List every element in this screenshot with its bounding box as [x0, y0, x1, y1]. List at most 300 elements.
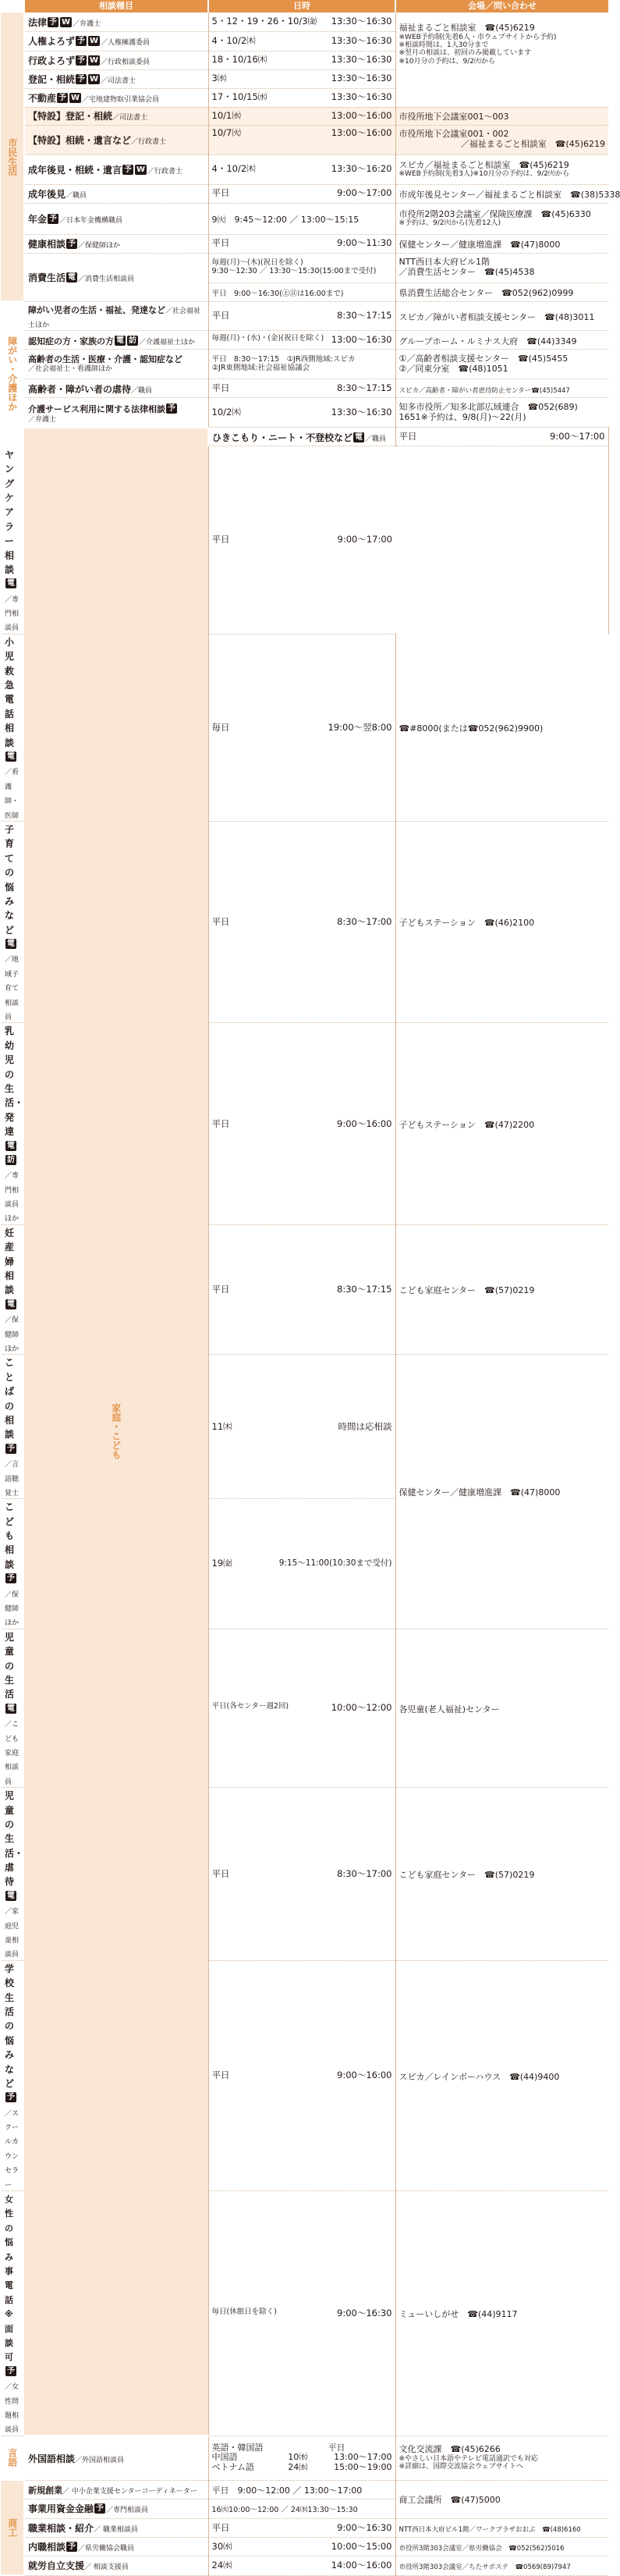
date-cell	[208, 398, 395, 428]
topic-consultant: ／社会福祉士・看護師ほか	[28, 365, 205, 373]
reservation-badge: 予	[66, 2542, 77, 2552]
date-value: 平日	[212, 1869, 233, 1879]
language-label: 中国語	[212, 2453, 262, 2463]
place-cell	[395, 184, 608, 203]
date-cell	[208, 1629, 395, 1787]
table-row	[1, 203, 608, 234]
date-value: 4・10/2㈭	[212, 164, 259, 174]
table-row	[1, 2518, 608, 2537]
topic-name: 事業用資金金融	[28, 2503, 94, 2514]
topic-name: 【特設】相続・遺言など	[28, 135, 131, 146]
reservation-badge: 予	[122, 165, 133, 175]
date-cell	[208, 125, 395, 155]
date-cell	[208, 203, 395, 234]
place-value: スピカ／レインボーハウス ☎(44)9400	[399, 2072, 560, 2082]
date-value: 平日 8:30〜17:15 ①JR西側地域:スピカ	[212, 356, 392, 364]
place-cell	[395, 634, 608, 821]
category-shoko: 商工	[1, 2480, 24, 2575]
topic-consultant: ／女性問題相談員	[5, 2383, 19, 2434]
date-cell	[208, 1960, 395, 2190]
topic-consultant: ／専門相談員	[5, 596, 19, 633]
date-cell	[208, 155, 395, 184]
topic-cell	[24, 31, 208, 51]
topic-cell	[208, 428, 395, 446]
date-cell	[208, 2499, 395, 2518]
topic-name: 消費生活	[28, 272, 66, 283]
topic-consultant: ／言語聴覚士	[5, 1461, 19, 1498]
topic-cell	[1, 1224, 24, 1355]
topic-consultant: ／職員	[365, 435, 386, 443]
table-row	[1, 2436, 608, 2480]
place-cell	[395, 2480, 608, 2518]
date-cell	[208, 1224, 395, 1355]
date-value: 平日	[212, 311, 233, 321]
table-row	[1, 301, 608, 331]
topic-consultant: ／スクールカウンセラー	[5, 2110, 19, 2190]
place-cell	[395, 1224, 608, 1355]
time-value: 10:00〜15:00	[331, 2542, 392, 2552]
topic-cell	[1, 1023, 24, 1224]
topic-name: 就労自立支援	[28, 2560, 84, 2571]
topic-consultant: ／社会福祉士ほか	[28, 307, 200, 329]
phone-badge: 電	[5, 939, 16, 949]
date-value: 平日	[212, 1284, 233, 1295]
topic-name: 外国語相談	[28, 2453, 75, 2464]
place-value: 市役所2階203会議室／保険医療課 ☎(45)6330	[399, 210, 606, 220]
visit-badge: 訪	[127, 336, 138, 346]
note-line: ※翌月の相談は、初回のみ掲載しています	[399, 49, 606, 57]
date-value: 平日	[212, 238, 233, 248]
reservation-badge: 予	[57, 93, 68, 103]
date-value: 毎週(月)・(水)・(金)(祝日を除く)	[212, 335, 328, 345]
place-cell	[395, 398, 608, 428]
topic-cell	[24, 234, 208, 253]
web-badge: W	[88, 74, 100, 84]
place-cell	[395, 125, 608, 155]
phone-badge: 電	[5, 1141, 16, 1151]
place-cell	[395, 2191, 608, 2436]
topic-name: 児童の生活・虐待	[5, 1790, 23, 1887]
date-cell	[208, 2480, 395, 2499]
place-cell	[395, 1960, 608, 2190]
table-row	[1, 331, 608, 350]
place-value: こども家庭センター ☎(57)0219	[399, 1285, 535, 1295]
topic-consultant: ／職員	[66, 192, 87, 200]
place-value: スピカ／福祉まるごと相談室 ☎(45)6219	[399, 161, 606, 171]
topic-name: ひきこもり・ニート・不登校など	[212, 432, 353, 443]
reservation-badge: 予	[5, 1444, 16, 1454]
topic-name: 【特設】登記・相続	[28, 111, 112, 122]
date-value: ②JR東側地域:社会福祉協議会	[212, 364, 392, 373]
topic-consultant: ／ 中小企業支援センターコーディネーター	[62, 2488, 197, 2496]
topic-consultant: ／人権擁護委員	[101, 39, 150, 47]
topic-cell	[24, 184, 208, 203]
place-cell	[395, 203, 608, 234]
time-value: 9:00〜17:00	[337, 188, 391, 198]
place-value: 子どもステーション ☎(47)2200	[399, 1120, 535, 1130]
place-value: 保健センター／健康増進課 ☎(47)8000	[399, 1487, 561, 1498]
place-value: 県消費生活総合センター ☎052(962)0999	[399, 288, 574, 298]
place-note: 1651※予約は、9/8(月)〜22(月)	[399, 413, 606, 423]
date-cell	[208, 2436, 395, 2480]
table-row	[1, 350, 608, 379]
date-value: 10㈬	[288, 2453, 307, 2463]
topic-consultant: ／司法書士	[112, 114, 147, 122]
place-value: スピカ／障がい者相談支援センター ☎(48)3011	[399, 312, 595, 322]
topic-cell	[24, 2537, 208, 2556]
topic-name: 小児救急電話相談	[5, 637, 14, 748]
date-value: 毎日(休館日を除く)	[212, 2308, 280, 2318]
time-value: 8:30〜17:00	[337, 917, 391, 927]
place-cell	[395, 2537, 608, 2556]
topic-cell	[24, 203, 208, 234]
table-row	[1, 2537, 608, 2556]
time-value: 13:00〜16:00	[331, 128, 392, 138]
date-value: 16㈫10:00〜12:00 ／ 24㈬13:30〜15:30	[212, 2506, 358, 2514]
date-value: 18・10/16㈭	[212, 55, 271, 65]
topic-name: 女性の悩み事電話※面談可	[5, 2194, 13, 2362]
topic-consultant: ／保健師ほか	[5, 1316, 19, 1353]
topic-cell	[24, 301, 208, 331]
topic-cell	[24, 398, 208, 428]
time-value: 8:30〜17:00	[337, 1869, 391, 1879]
place-contact: ／消費生活センター ☎(45)4538	[399, 268, 606, 278]
topic-consultant: ／行政書士	[131, 138, 166, 146]
time-value: 10:00〜12:00	[331, 1703, 392, 1713]
topic-cell	[24, 2480, 208, 2499]
topic-consultant: ／家庭児童相談員	[5, 1908, 19, 1959]
reservation-badge: 予	[166, 403, 177, 414]
topic-consultant: ／こども家庭相談員	[5, 1721, 19, 1786]
time-value: 14:00〜16:00	[331, 2560, 392, 2571]
place-cell	[395, 2436, 608, 2480]
topic-name: 行政よろず	[28, 55, 75, 66]
topic-cell	[1, 1499, 24, 1629]
place-value: 子どもステーション ☎(46)2100	[399, 918, 535, 928]
note-line: ※10月分の予約は、9/2㈫から	[399, 58, 606, 66]
time-value: 13:30〜16:30	[331, 92, 392, 102]
phone-badge: 電	[5, 1299, 16, 1309]
place-value: スピカ／高齢者・障がい者虐待防止センター☎(45)5447	[399, 387, 570, 395]
time-value: 時間は応相談	[338, 1422, 392, 1432]
topic-consultant: ／司法書士	[101, 77, 136, 85]
table-row	[1, 234, 608, 253]
date-value: 平日	[212, 1119, 233, 1129]
topic-cell	[24, 12, 208, 31]
reservation-badge: 予	[66, 239, 77, 249]
date-value: 30㈬	[212, 2542, 236, 2552]
date-cell	[208, 1499, 395, 1629]
date-cell	[208, 331, 395, 350]
category-shogai: 障がい・介護ほか	[1, 301, 24, 446]
web-badge: W	[135, 165, 147, 175]
time-value: 8:30〜17:15	[337, 311, 391, 321]
date-value: 平日	[328, 2443, 392, 2453]
place-value: 市成年後見センター／福祉まるごと相談室 ☎(38)5338	[399, 190, 620, 200]
topic-cell	[24, 51, 208, 69]
time-value: 8:30〜17:15	[337, 1284, 391, 1295]
table-row	[1, 12, 608, 31]
topic-consultant: ／県労働協会職員	[78, 2545, 134, 2553]
date-value: 24㈬	[288, 2463, 307, 2473]
topic-consultant: ／ 職業相談員	[94, 2526, 138, 2534]
date-cell	[208, 88, 395, 107]
time-value: 9:15〜11:00(10:30まで受付)	[279, 1558, 392, 1569]
place-value: 文化交流課 ☎(45)6266	[399, 2445, 606, 2455]
topic-consultant: ／専門相談員ほか	[5, 1172, 19, 1223]
topic-consultant: ／宅地建物取引業協会員	[82, 96, 159, 104]
note-line: ※WEB予約制(先着3人)※10月分の予約は、9/2㈫から	[399, 170, 606, 178]
table-row	[1, 379, 608, 398]
phone-badge: 電	[5, 1704, 16, 1714]
topic-name: 介護サービス利用に関する法律相談	[28, 404, 165, 414]
date-value: 毎日	[212, 723, 233, 733]
date-value: 平日 9:00〜16:30(㊏㊐は16:00まで)	[212, 290, 344, 298]
time-value: 13:30〜16:20	[331, 164, 392, 174]
topic-cell	[24, 253, 208, 301]
date-value: 10/7㈫	[212, 128, 244, 138]
topic-name: こども相談	[5, 1501, 14, 1570]
time-value: 15:00〜19:00	[334, 2463, 391, 2473]
header-place: 会場／問い合わせ	[395, 0, 608, 12]
date-cell	[208, 51, 395, 69]
date-value: 17・10/15㈬	[212, 92, 271, 102]
place-value: 市役所3階303会議室／県労働協会 ☎052(562)5016	[399, 2545, 565, 2553]
category-katei: 家庭・こども	[24, 428, 208, 2436]
date-value: 19㈮	[212, 1558, 236, 1569]
table-row	[1, 2556, 608, 2575]
note-line: ※相談時間は、1人30分まで	[399, 41, 606, 49]
topic-name: 児童の生活	[5, 1632, 14, 1700]
time-value: 9:00〜16:30	[337, 2523, 391, 2533]
date-cell	[208, 234, 395, 253]
topic-cell	[1, 1960, 24, 2190]
place-value: ☎#8000(または☎052(962)9900)	[399, 723, 544, 734]
place-contact: ／福祉まるごと相談室 ☎(45)6219	[399, 140, 606, 150]
place-value: 市役所地下会議室001・002	[399, 130, 606, 140]
web-badge: W	[88, 36, 100, 46]
date-value: 平日	[212, 2070, 233, 2080]
date-value: 平日	[212, 383, 233, 393]
place-cell	[395, 234, 608, 253]
place-value: NTT西日本大府ビル1階	[399, 258, 606, 268]
time-value: 9:00〜11:30	[337, 238, 391, 248]
place-value: 市役所3階303会議室／ちたサポステ ☎0569(89)7947	[399, 2564, 571, 2571]
place-value: 福祉まるごと相談室 ☎(45)6219	[399, 23, 606, 34]
time-value: 13:30〜16:30	[331, 407, 392, 417]
date-cell	[208, 301, 395, 331]
date-value: 平日(各センター週2回)	[212, 1703, 292, 1713]
date-cell	[208, 634, 395, 821]
place-cell	[395, 379, 608, 398]
topic-name: 職業相談・紹介	[28, 2523, 94, 2534]
topic-name: ことばの相談	[5, 1357, 14, 1440]
table-row	[1, 428, 608, 446]
date-value: 10/1㈬	[212, 111, 244, 121]
date-value: 9㈫ 9:45〜12:00 ／ 13:00〜15:15	[212, 215, 360, 225]
header-date: 日時	[208, 0, 395, 12]
date-value: 平日	[399, 432, 420, 442]
topic-cell	[1, 1355, 24, 1499]
phone-badge: 電	[5, 578, 16, 588]
topic-name: 妊産婦相談	[5, 1228, 14, 1296]
header-corner	[1, 0, 24, 12]
reservation-badge: 予	[76, 36, 87, 46]
time-value: 13:30〜16:30	[331, 16, 392, 27]
time-value: 9:00〜16:00	[337, 1119, 391, 1129]
topic-cell	[24, 379, 208, 398]
time-value: 13:00〜16:00	[331, 111, 392, 121]
topic-cell	[24, 155, 208, 184]
reservation-badge: 予	[76, 55, 87, 66]
topic-cell	[24, 350, 208, 379]
date-value: 24㈬	[212, 2560, 236, 2571]
date-cell	[208, 2518, 395, 2537]
topic-name: 健康相談	[28, 239, 66, 250]
topic-name: 学校生活の悩みなど	[5, 1963, 14, 2089]
time-value: 19:00〜翌8:00	[328, 723, 392, 733]
date-cell	[208, 2537, 395, 2556]
date-cell	[208, 282, 395, 301]
date-cell	[208, 69, 395, 88]
date-value: 平日	[212, 917, 233, 927]
topic-name: 子育ての悩みなど	[5, 824, 14, 936]
topic-name: 高齢者・障がい者の虐待	[28, 384, 131, 395]
table-row	[1, 253, 608, 282]
date-cell	[208, 107, 395, 125]
topic-consultant: ／消費生活相談員	[78, 275, 134, 283]
reservation-badge: 予	[5, 2092, 16, 2102]
table-row	[1, 2480, 608, 2499]
date-cell	[395, 428, 608, 446]
topic-consultant: ／介護福祉士ほか	[139, 339, 195, 346]
web-badge: W	[69, 93, 81, 103]
date-cell	[208, 2191, 395, 2436]
table-row	[1, 398, 608, 428]
topic-consultant: ／保健師ほか	[5, 1591, 19, 1628]
time-value: 13:00〜17:00	[334, 2453, 391, 2463]
note-line: ※詳細は、国際交流協会ウェブサイトへ	[399, 2463, 606, 2471]
topic-name: 認知症の方・家族の方	[28, 336, 114, 346]
topic-consultant: ／弁護士	[28, 416, 205, 424]
time-value: 9:00〜16:00	[337, 2070, 391, 2080]
table-row	[1, 184, 608, 203]
topic-consultant: ／保健師ほか	[78, 242, 120, 250]
topic-name: 内職相談	[28, 2542, 66, 2553]
topic-consultant: ／外国語相談員	[75, 2457, 124, 2464]
date-value: 5・12・19・26・10/3㈮	[212, 16, 321, 27]
topic-cell	[1, 634, 24, 821]
category-shimin: 市民生活	[1, 12, 24, 301]
date-value: 平日	[212, 188, 233, 198]
date-value: 平日 9:00〜12:00 ／ 13:00〜17:00	[212, 2485, 363, 2496]
place-cell	[395, 2518, 608, 2537]
time-value: 13:30〜16:30	[331, 55, 392, 65]
phone-badge: 電	[66, 272, 77, 282]
topic-cell	[24, 2499, 208, 2518]
topic-name: 法律	[28, 17, 47, 28]
date-value: 4・10/2㈭	[212, 36, 259, 46]
topic-consultant: ／地域子育て相談員	[5, 956, 19, 1022]
time-value: 9:00〜17:00	[338, 535, 392, 545]
date-cell	[208, 184, 395, 203]
web-badge: W	[88, 55, 100, 66]
topic-cell	[24, 88, 208, 107]
topic-cell	[24, 2556, 208, 2575]
topic-consultant: ／行政相談委員	[101, 59, 150, 66]
topic-name: 年金	[28, 214, 47, 225]
topic-cell	[1, 821, 24, 1022]
topic-cell	[24, 69, 208, 88]
table-header	[1, 0, 608, 12]
header-topic: 相談種目	[24, 0, 208, 12]
date-value: 平日	[212, 2523, 233, 2533]
topic-name: 成年後見	[28, 189, 66, 200]
place-value: 商工会議所 ☎(47)5000	[399, 2495, 501, 2505]
topic-name: 成年後見・相続・遺言	[28, 165, 122, 176]
place-cell	[395, 155, 608, 184]
table-row	[1, 125, 608, 155]
date-cell	[208, 379, 395, 398]
note-line: ※WEB予約制(先着6人・市ウェブサイトから予約)	[399, 34, 606, 41]
topic-cell	[1, 1788, 24, 1961]
web-badge: W	[60, 17, 72, 27]
place-cell	[395, 1023, 608, 1224]
reservation-badge: 予	[76, 74, 87, 84]
time-value: 8:30〜17:15	[337, 383, 391, 393]
place-value: ミューいしがせ ☎(44)9117	[399, 2309, 518, 2319]
topic-cell	[24, 2518, 208, 2537]
topic-cell	[24, 107, 208, 125]
time-value: 9:00〜16:30	[337, 2308, 391, 2318]
table-row	[1, 107, 608, 125]
date-cell	[208, 1355, 395, 1499]
topic-cell	[24, 2436, 208, 2480]
date-cell	[208, 2556, 395, 2575]
time-value: 13:00〜16:30	[331, 335, 392, 345]
place-cell	[395, 107, 608, 125]
table-row	[1, 155, 608, 184]
category-gengo: 言語	[1, 2436, 24, 2480]
topic-name: 新規創業	[28, 2485, 62, 2496]
date-cell	[208, 350, 395, 379]
time-value: 13:30〜16:30	[331, 36, 392, 46]
phone-badge: 電	[353, 432, 364, 442]
date-value: 平日	[212, 535, 233, 545]
reservation-badge: 予	[94, 2503, 105, 2514]
date-cell	[208, 253, 395, 282]
time-value: 9:00〜17:00	[550, 432, 604, 442]
topic-cell	[24, 125, 208, 155]
topic-cell	[1, 446, 24, 634]
place-cell	[395, 253, 608, 282]
date-cell	[208, 12, 395, 31]
language-label: ベトナム語	[212, 2463, 262, 2473]
date-value: 10/2㈭	[212, 407, 244, 417]
topic-consultant: ／看護師・医師	[5, 769, 19, 819]
topic-consultant: ／職員	[131, 387, 152, 395]
language-label: 英語・韓国語	[212, 2443, 264, 2453]
topic-consultant: ／ 相談支援員	[84, 2564, 129, 2571]
topic-cell	[1, 2191, 24, 2436]
topic-consultant: ／日本年金機構職員	[59, 217, 122, 225]
topic-name: 高齢者の生活・医療・介護・認知症など	[28, 355, 205, 365]
topic-consultant: ／専門相談員	[106, 2507, 148, 2514]
place-value: NTT西日本大府ビル1階／ワークプラザおおぶ ☎(48)6160	[399, 2526, 581, 2534]
reservation-badge: 予	[5, 2366, 16, 2376]
topic-name: 乳幼児の生活・発達	[5, 1025, 23, 1137]
reservation-badge: 予	[48, 214, 58, 224]
